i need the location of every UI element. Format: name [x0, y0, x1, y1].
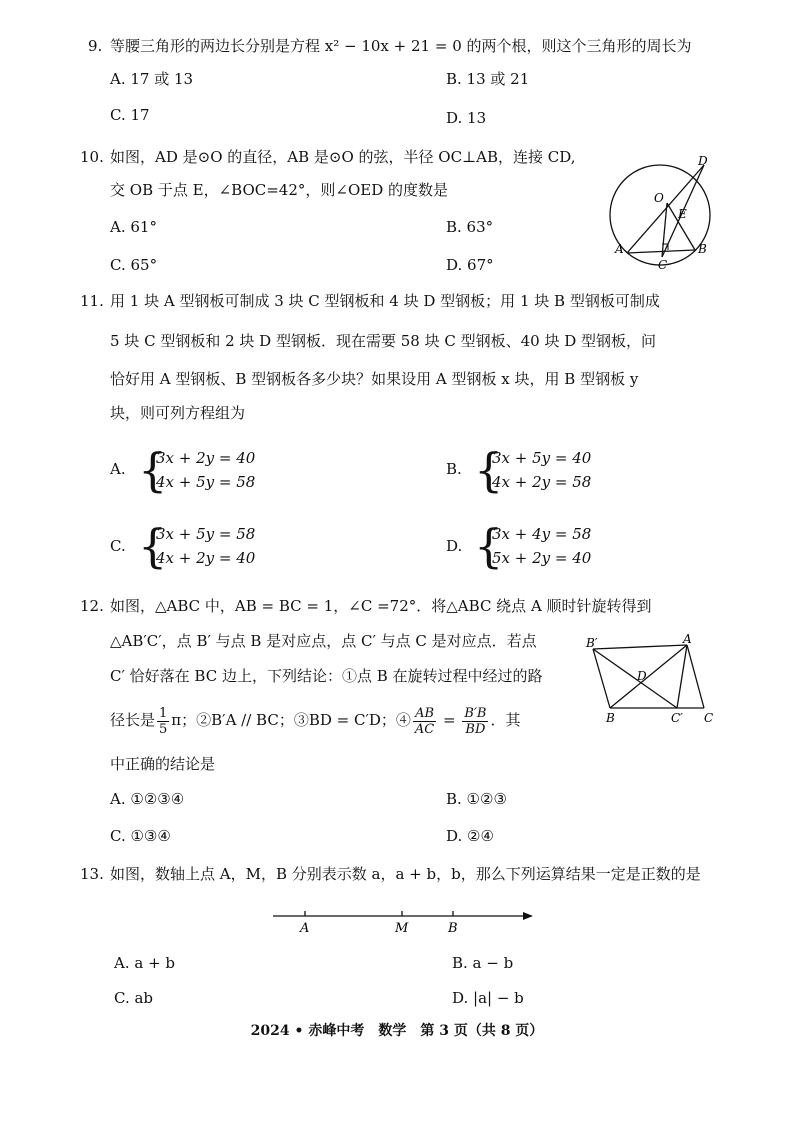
q11-option-a-label: A.	[110, 460, 126, 478]
arrow-right-icon	[523, 912, 533, 920]
q10-label-a: A	[615, 242, 624, 256]
q9-number: 9.	[88, 37, 103, 55]
q9-option-b: B. 13 或 21	[446, 70, 530, 88]
q13-number: 13.	[80, 865, 104, 883]
q12-equals: =	[443, 711, 456, 729]
q12-label-cprime: C′	[671, 711, 683, 725]
q10-label-e: E	[678, 207, 687, 221]
page-footer: 2024 • 赤峰中考 数学 第 3 页（共 8 页）	[250, 1023, 544, 1039]
q12-stem-line4	[110, 703, 520, 737]
q12-label-c: C	[704, 711, 714, 725]
q12-stem4-b: π；②B′A // BC；③BD = C′D；④	[171, 711, 411, 729]
q12-stem-line2: △AB′C′，点 B′ 与点 B 是对应点，点 C′ 与点 C 是对应点．若点	[110, 632, 537, 650]
q10-stem-line2: 交 OB 于点 E，∠BOC=42°，则∠OED 的度数是	[110, 181, 448, 199]
q13-stem: 如图，数轴上点 A，M，B 分别表示数 a，a + b，b，那么下列运算结果一定是正数的是	[110, 865, 701, 883]
q10-option-c: C. 65°	[110, 256, 158, 274]
q11-stem-line4: 块，则可列方程组为	[110, 404, 246, 422]
q11-option-c-label: C.	[110, 537, 126, 555]
q12-option-b: B. ①②③	[446, 790, 507, 808]
brace-icon: {	[474, 519, 504, 573]
q12-number: 12.	[80, 597, 104, 615]
q12-stem-line3: C′ 恰好落在 BC 边上，下列结论：①点 B 在旋转过程中经过的路	[110, 667, 543, 685]
q11-option-b-eq1: 3x + 5y = 40	[492, 449, 592, 467]
q10-label-o: O	[654, 191, 664, 205]
q12-stem-line1: 如图，△ABC 中，AB = BC = 1，∠C =72°．将△ABC 绕点 A 顺时针旋转得到	[110, 597, 652, 615]
q12-rotation-figure	[580, 632, 730, 727]
q9-option-d: D. 13	[446, 109, 487, 127]
q12-option-d: D. ②④	[446, 827, 494, 845]
q11-option-b-label: B.	[446, 460, 462, 478]
q10-option-b: B. 63°	[446, 218, 494, 236]
q10-option-d: D. 67°	[446, 256, 494, 274]
q10-option-a: A. 61°	[110, 218, 157, 236]
q12-label-bprime: B′	[586, 636, 598, 650]
q11-option-d-system	[474, 519, 624, 573]
q12-label-d: D	[637, 669, 647, 683]
q9-stem: 等腰三角形的两边长分别是方程 x² − 10x + 21 = 0 的两个根，则这个三角形的周长为	[110, 37, 692, 55]
q12-fraction-bb-bd: $\frac{B'B}{BD}$	[464, 705, 487, 737]
q10-label-c: C	[658, 258, 668, 272]
q10-stem-line1: 如图，AD 是⊙O 的直径，AB 是⊙O 的弦，半径 OC⊥AB，连接 CD,	[110, 148, 576, 166]
q13-axis-label-a: A	[300, 921, 310, 936]
q13-number-line	[265, 902, 545, 938]
q13-option-c: C. ab	[114, 989, 154, 1007]
q11-stem-line1: 用 1 块 A 型钢板可制成 3 块 C 型钢板和 4 块 D 型钢板；用 1 块 B 型钢板可制成	[110, 292, 660, 310]
q11-option-c-eq1: 3x + 5y = 58	[156, 525, 256, 543]
q12-option-a: A. ①②③④	[110, 790, 185, 808]
q9-option-a: A. 17 或 13	[110, 70, 194, 88]
q11-option-a-eq1: 3x + 2y = 40	[156, 449, 256, 467]
q13-axis-label-m: M	[395, 921, 409, 936]
q13-option-a: A. a + b	[114, 954, 176, 972]
q12-stem4-a: 径长是	[110, 711, 156, 729]
q12-stem4-c: ．其	[490, 711, 521, 729]
q11-option-d-label: D.	[446, 537, 463, 555]
q11-option-c-system	[138, 519, 288, 573]
q13-option-b: B. a − b	[452, 954, 514, 972]
q12-option-c: C. ①③④	[110, 827, 171, 845]
q10-circle-figure	[600, 150, 730, 275]
q11-option-a-system	[138, 443, 288, 497]
q10-label-d: D	[698, 154, 708, 168]
q10-label-b: B	[698, 242, 707, 256]
q11-option-b-eq2: 4x + 2y = 58	[492, 473, 592, 491]
q11-stem-line2: 5 块 C 型钢板和 2 块 D 型钢板．现在需要 58 块 C 型钢板、40 块 D 型钢板，问	[110, 332, 657, 350]
q11-option-b-system	[474, 443, 624, 497]
q13-axis-label-b: B	[448, 921, 458, 936]
q10-number: 10.	[80, 148, 104, 166]
q9-option-c: C. 17	[110, 106, 150, 124]
q11-option-c-eq2: 4x + 2y = 40	[156, 549, 256, 567]
q12-fraction-one-fifth: $\frac{1}{5}$	[159, 705, 168, 737]
q11-option-a-eq2: 4x + 5y = 58	[156, 473, 256, 491]
q12-label-b: B	[606, 711, 615, 725]
brace-icon: {	[138, 443, 168, 497]
brace-icon: {	[474, 443, 504, 497]
q12-fraction-ab-ac: $\frac{AB}{AC}$	[414, 705, 435, 737]
q12-label-a: A	[683, 632, 692, 646]
q13-option-d: D. |a| − b	[452, 989, 524, 1007]
q11-option-d-eq1: 3x + 4y = 58	[492, 525, 592, 543]
q12-stem-line5: 中正确的结论是	[110, 755, 216, 773]
brace-icon: {	[138, 519, 168, 573]
q11-stem-line3: 恰好用 A 型钢板、B 型钢板各多少块？如果设用 A 型钢板 x 块，用 B 型钢板 y	[110, 370, 639, 388]
q11-number: 11.	[80, 292, 104, 310]
q11-option-d-eq2: 5x + 2y = 40	[492, 549, 592, 567]
